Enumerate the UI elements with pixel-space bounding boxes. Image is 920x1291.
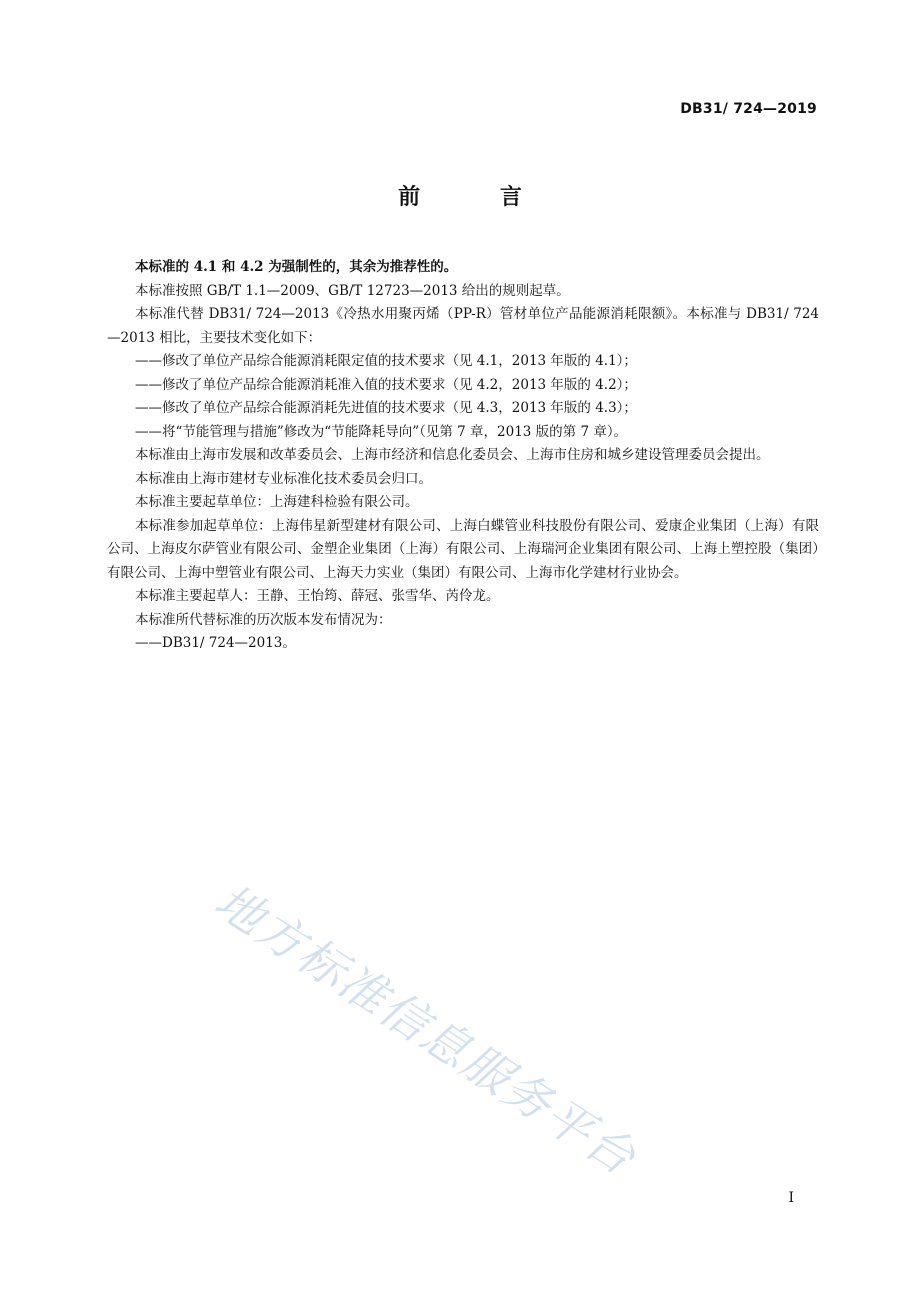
paragraph: 本标准所代替标准的历次版本发布情况为：: [135, 611, 392, 628]
paragraph: 本标准由上海市发展和改革委员会、上海市经济和信息化委员会、上海市住房和城乡建设管理委员会提出。: [135, 447, 770, 463]
paragraph: 本标准的 4.1 和 4.2 为强制性的，其余为推荐性的。: [135, 259, 458, 275]
standard-number: DB31/ 724—2019: [680, 101, 817, 117]
change-item: ——修改了单位产品综合能源消耗先进值的技术要求（见 4.3，2013 年版的 4.3）；: [135, 400, 637, 416]
paragraph: 本标准参加起草单位：上海伟星新型建材有限公司、上海白蝶管业科技股份有限公司、爱康企业集团（上海）有限公司、上海皮尔萨管业有限公司、金塑企业集团（上海）有限公司、上海瑞河企业集团有限公司、上海上塑控股（集团）有限公司、上海中塑管业有限公司、上海天力实业（集团）有限公司、上海市化学建材行业协会。: [107, 517, 819, 581]
page-title: 前 言: [398, 185, 558, 210]
change-item: ——将“节能管理与措施”修改为“节能降耗导向”（见第 7 章，2013 版的第 7 章）。: [135, 423, 628, 440]
foreword-body: [107, 256, 819, 656]
page-number: I: [788, 1190, 794, 1206]
change-item: ——修改了单位产品综合能源消耗限定值的技术要求（见 4.1，2013 年版的 4.1）；: [135, 353, 637, 369]
paragraph: 本标准按照 GB/T 1.1—2009、GB/T 12723—2013 给出的规则起草。: [135, 282, 570, 299]
paragraph: 本标准代替 DB31/ 724—2013《冷热水用聚丙烯（PP-R）管材单位产品能源消耗限额》。本标准与 DB31/ 724—2013 相比，主要技术变化如下：: [107, 306, 819, 346]
history-item: ——DB31/ 724—2013。: [135, 635, 296, 651]
paragraph: 本标准主要起草单位：上海建科检验有限公司。: [135, 494, 419, 510]
paragraph: 本标准主要起草人：王静、王怡筠、薛冠、张雪华、芮伶龙。: [135, 588, 500, 604]
paragraph: 本标准由上海市建材专业标准化技术委员会归口。: [135, 470, 432, 487]
watermark: 地方标准信息服务平台: [204, 873, 646, 1187]
change-item: ——修改了单位产品综合能源消耗准入值的技术要求（见 4.2，2013 年版的 4.2）；: [135, 376, 637, 393]
